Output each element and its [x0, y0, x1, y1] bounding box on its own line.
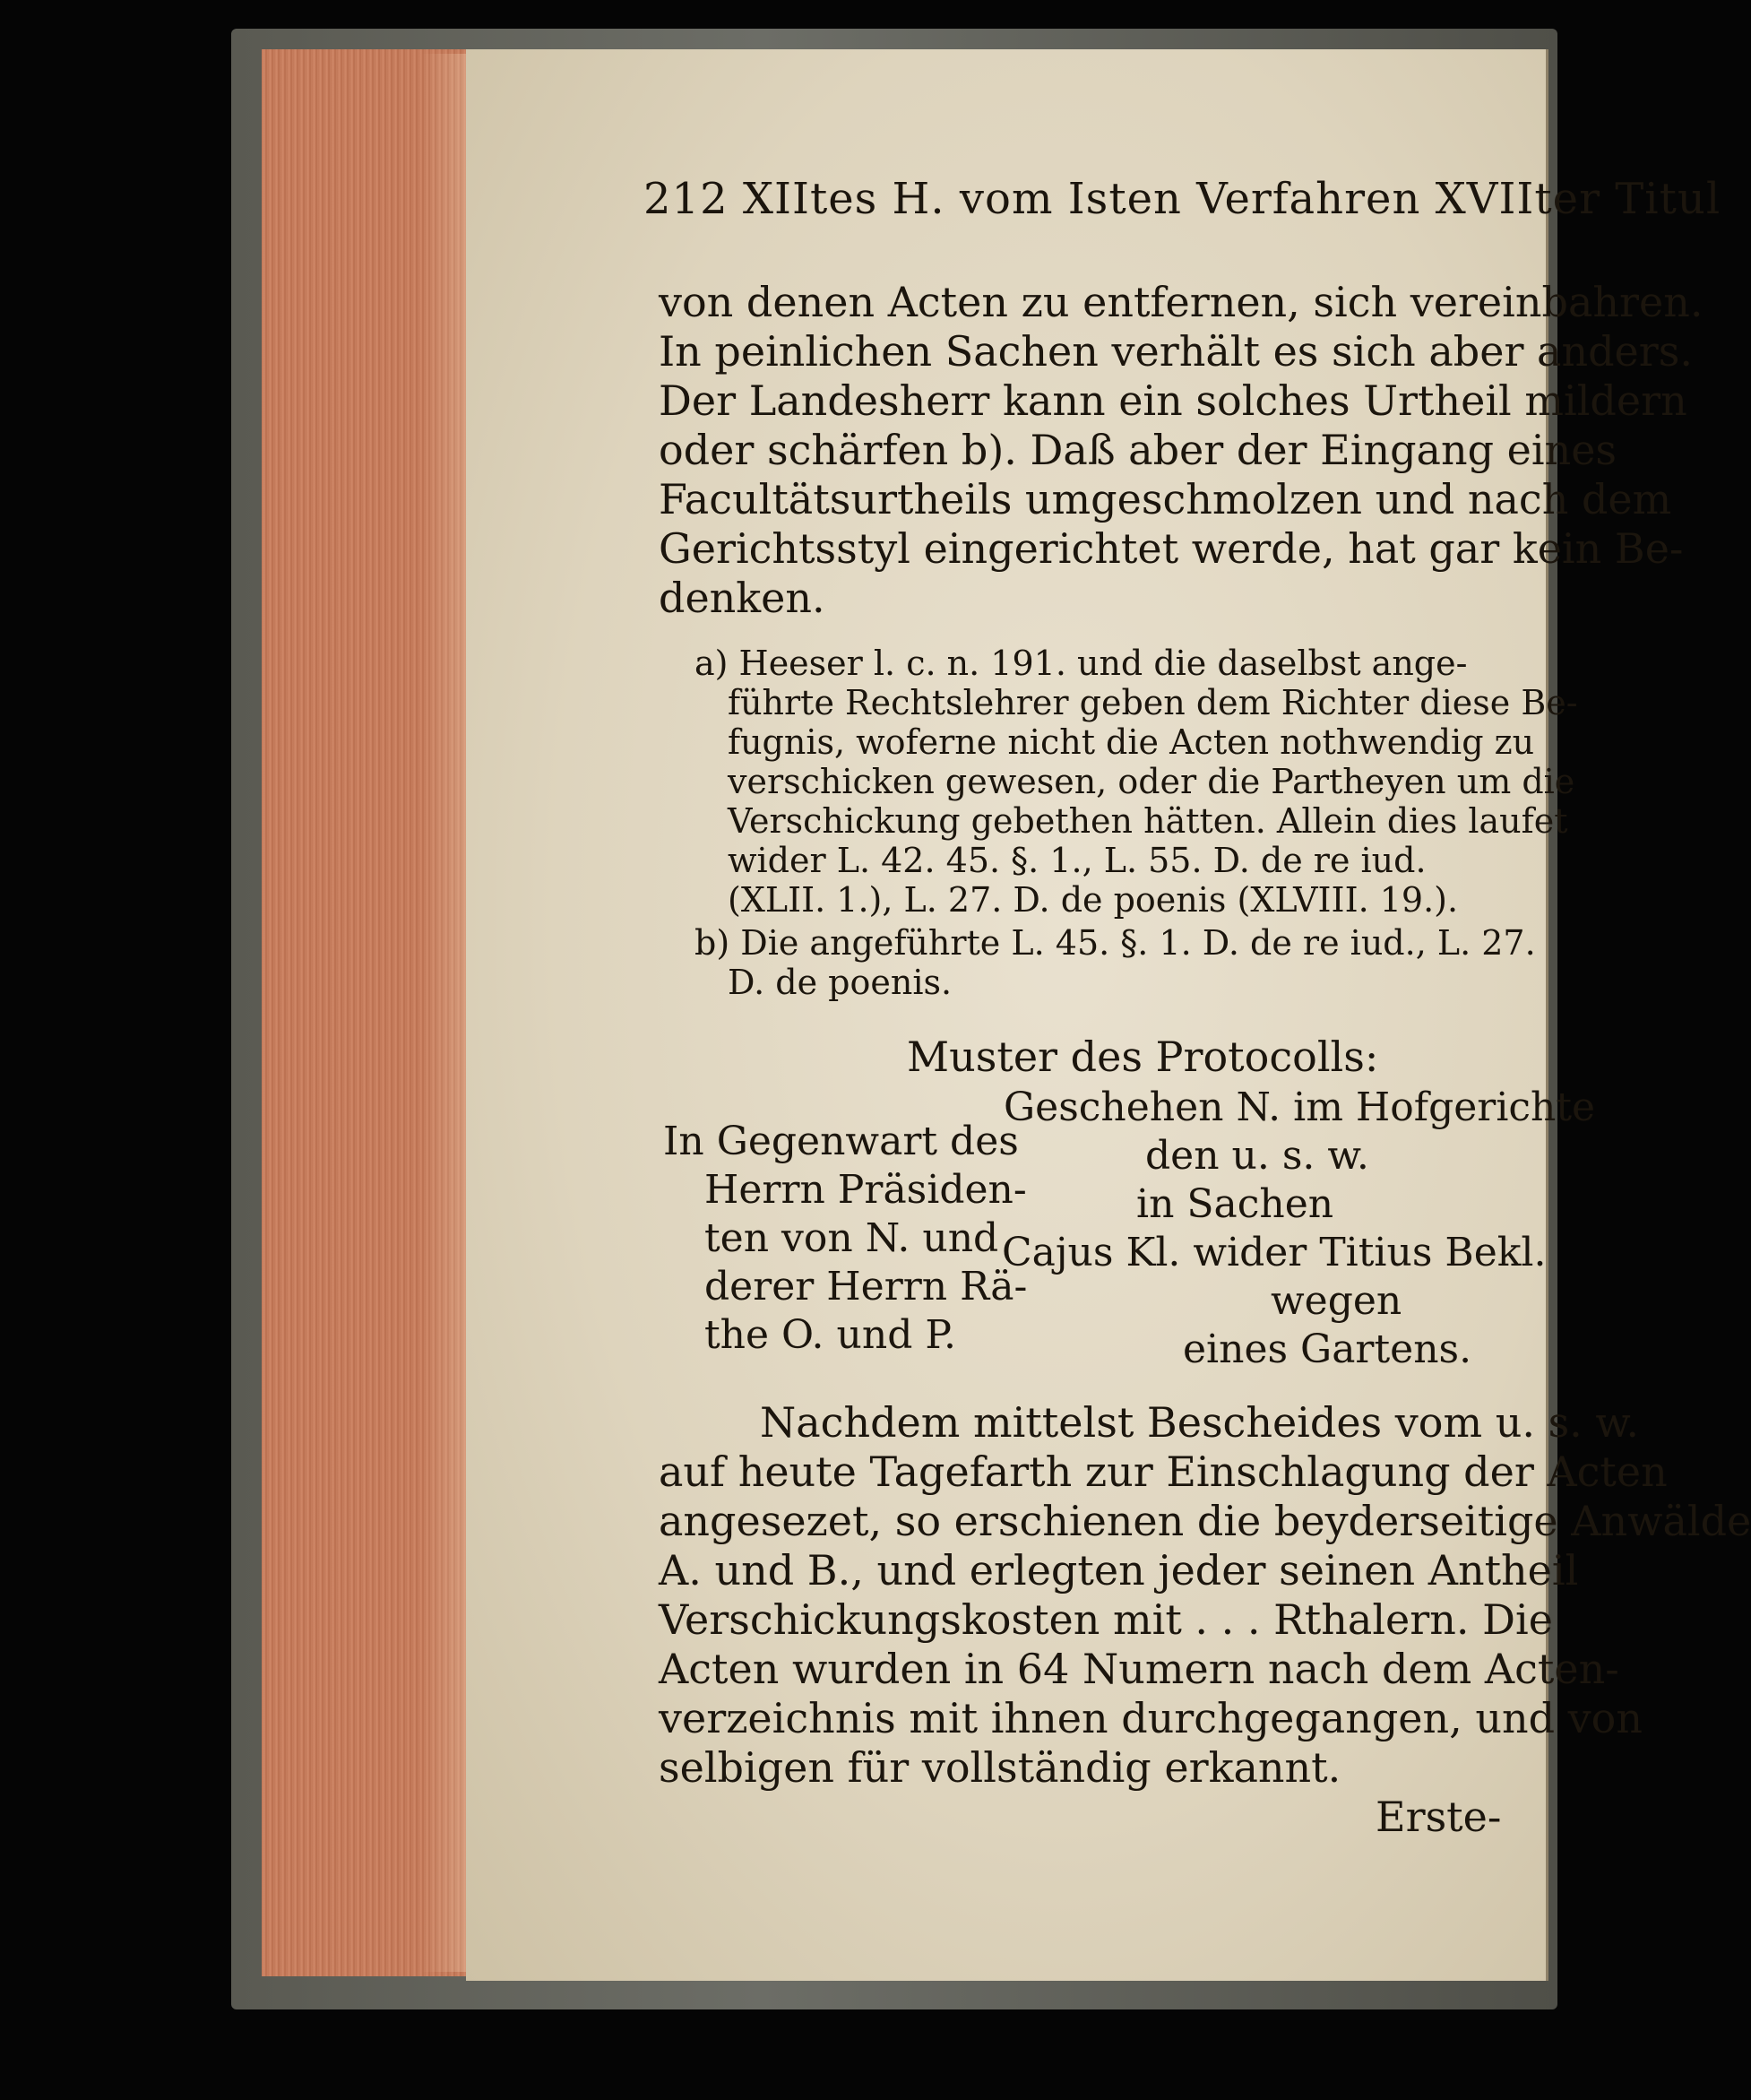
footnote-line: fugnis, woferne nicht die Acten nothwendig zu [728, 722, 1535, 762]
footnote-line: D. de poenis. [728, 963, 953, 1002]
paragraph-line: Facultätsurtheils umgeschmolzen und nach dem [659, 475, 1672, 523]
footnote-line: verschicken gewesen, oder die Partheyen um die [728, 762, 1575, 801]
right-block-line: wegen [1271, 1278, 1402, 1324]
paragraph-line: Nachdem mittelst Bescheides vom u. s. w. [760, 1398, 1639, 1447]
right-block-line: eines Gartens. [1183, 1327, 1472, 1372]
paragraph-line: Acten wurden in 64 Numern nach dem Acten- [659, 1645, 1619, 1693]
paragraph-line: denken. [659, 574, 825, 622]
footnote-line: wider L. 42. 45. §. 1., L. 55. D. de re iud. [728, 841, 1427, 880]
left-block-line: In Gegenwart des [663, 1119, 1019, 1164]
left-block-line: ten von N. und [704, 1215, 999, 1261]
running-header: 212 XIItes H. vom Isten Verfahren XVIIter Titul [643, 174, 1721, 224]
paragraph-line: oder schärfen b). Daß aber der Eingang eines [659, 426, 1617, 474]
paragraph-line: auf heute Tagefarth zur Einschlagung der Acten [659, 1448, 1668, 1496]
section-heading: Muster des Protocolls: [907, 1033, 1379, 1081]
left-block-line: the O. und P. [704, 1312, 957, 1358]
footnote-line: a) Heeser l. c. n. 191. und die daselbst ange- [694, 644, 1468, 683]
paragraph-line: selbigen für vollständig erkannt. [659, 1743, 1341, 1792]
footnote-line: führte Rechtslehrer geben dem Richter diese Be- [728, 683, 1578, 722]
paragraph-line: Gerichtsstyl eingerichtet werde, hat gar kein Be- [659, 524, 1684, 573]
footnote-line: (XLII. 1.), L. 27. D. de poenis (XLVIII. 19.). [728, 880, 1459, 920]
paragraph-line: In peinlichen Sachen verhält es sich aber anders. [659, 327, 1693, 376]
right-block-line: Geschehen N. im Hofgerichte [1004, 1085, 1596, 1130]
paragraph-line: verzeichnis mit ihnen durchgegangen, und von [659, 1694, 1643, 1742]
paragraph-line: von denen Acten zu entfernen, sich vereinbahren. [659, 278, 1704, 326]
paragraph-line: Verschickungskosten mit . . . Rthalern. Die [659, 1595, 1553, 1644]
catchword: Erste- [1376, 1793, 1502, 1841]
right-block-line: den u. s. w. [1145, 1133, 1369, 1179]
paragraph-line: A. und B., und erlegten jeder seinen Antheil [659, 1546, 1579, 1594]
paragraph-line: Der Landesherr kann ein solches Urtheil mildern [659, 376, 1687, 425]
right-block-line: Cajus Kl. wider Titius Bekl. [1002, 1230, 1547, 1275]
left-block-line: derer Herrn Rä- [704, 1264, 1028, 1309]
footnote-line: b) Die angeführte L. 45. §. 1. D. de re iud., L. 27. [694, 923, 1536, 963]
right-block-line: in Sachen [1136, 1181, 1334, 1227]
footnote-line: Verschickung gebethen hätten. Allein dies laufet [728, 801, 1568, 841]
left-block-line: Herrn Präsiden- [704, 1167, 1027, 1213]
paragraph-line: angesezet, so erschienen die beyderseitige Anwälde [659, 1497, 1751, 1545]
